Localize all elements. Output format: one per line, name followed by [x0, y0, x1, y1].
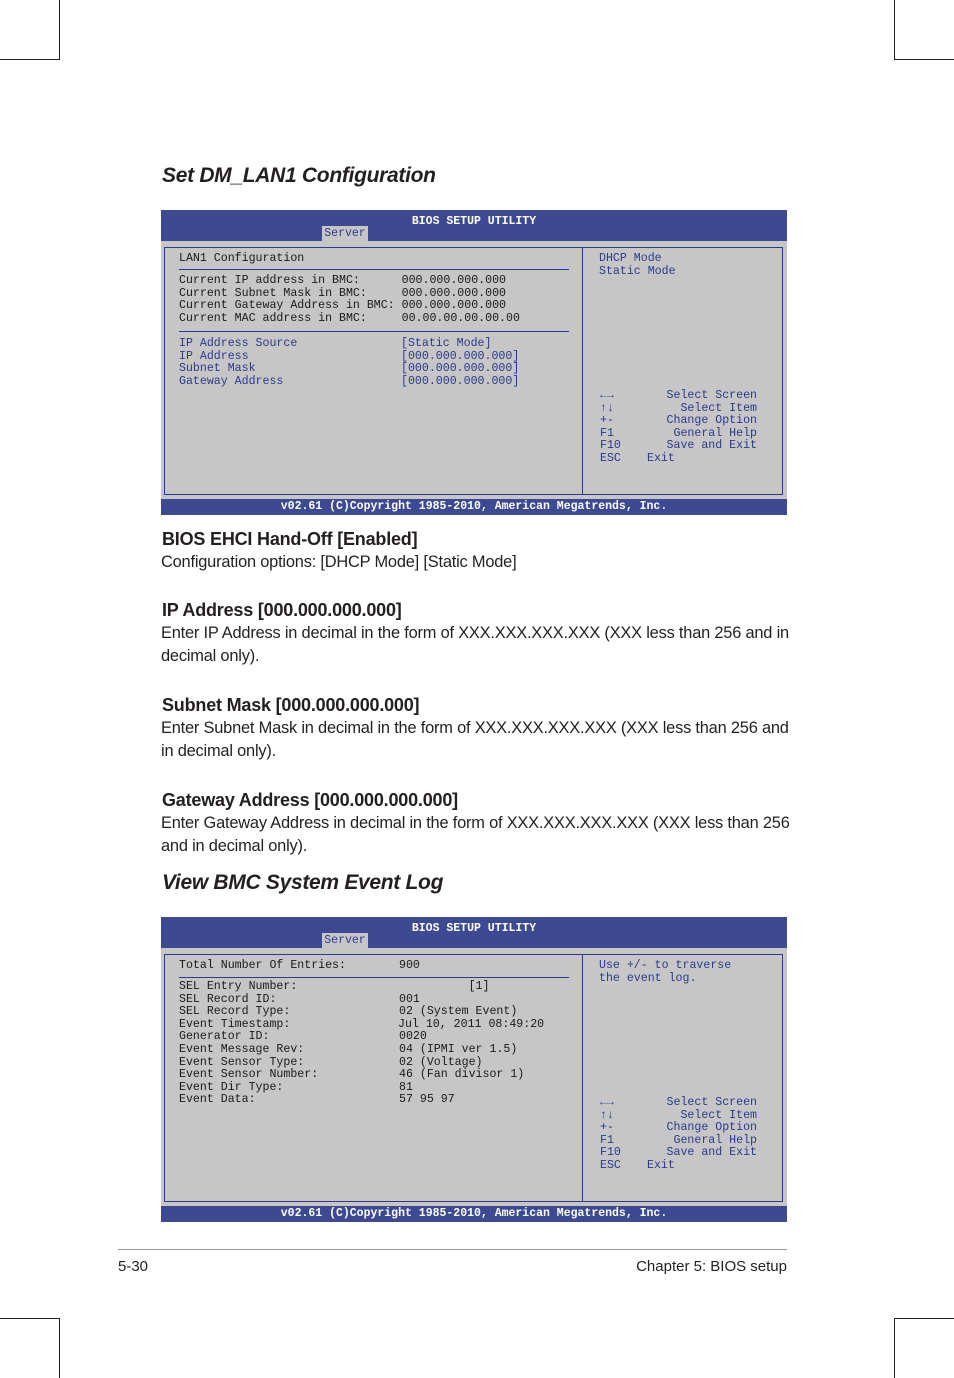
crop-mark — [0, 59, 60, 60]
key-label: +- — [600, 1121, 614, 1135]
current-subnet-row: Current Subnet Mask in BMC: 000.000.000.000 — [179, 286, 506, 300]
gateway-description: Enter Gateway Address in decimal in the form of XXX.XXX.XXX.XXX (XXX less than 256 and in decimal only). — [161, 814, 790, 855]
key-label: ↑↓ — [600, 401, 614, 415]
setting-gateway-value[interactable]: [000.000.000.000] — [401, 374, 520, 388]
key-desc: Select Item — [680, 401, 757, 415]
nav-key-row — [600, 1160, 757, 1173]
bios-title: BIOS SETUP UTILITY — [411, 922, 537, 935]
panel-divider — [582, 248, 583, 494]
sel-field-label: Event Message Rev: — [179, 1043, 305, 1056]
sel-field-label: Event Data: — [179, 1093, 256, 1107]
key-desc: Select Item — [680, 1108, 757, 1122]
help-line: Use +/- to traverse — [599, 959, 732, 972]
current-mac-row: Current MAC address in BMC: 00.00.00.00.00.00 — [179, 311, 520, 325]
key-label: ↑↓ — [600, 1108, 614, 1122]
sel-field-value: 02 (System Event) — [399, 1005, 518, 1019]
tab-server[interactable]: Server — [322, 933, 368, 948]
setting-ip-address-label[interactable]: IP Address — [179, 349, 249, 363]
key-desc: Exit — [647, 451, 675, 465]
bios-copyright: v02.61 (C)Copyright 1985-2010, American Megatrends, Inc. — [161, 499, 787, 515]
lan-config-heading: Set DM_LAN1 Configuration — [162, 164, 436, 187]
crop-mark — [894, 1318, 954, 1319]
help-line: DHCP Mode — [599, 252, 662, 265]
sel-field-label: SEL Entry Number: — [179, 980, 298, 993]
ip-address-heading: IP Address [000.000.000.000] — [162, 600, 402, 620]
sel-field-value: Jul 10, 2011 08:49:20 — [398, 1017, 545, 1031]
setting-subnet-value[interactable]: [000.000.000.000] — [401, 362, 520, 376]
total-entries-value: 900 — [399, 959, 420, 972]
key-label: F1 — [600, 426, 614, 440]
sel-field-label: Event Sensor Type: — [179, 1055, 305, 1069]
setting-gateway-label[interactable]: Gateway Address — [179, 374, 284, 388]
subnet-mask-heading: Subnet Mask [000.000.000.000] — [162, 695, 420, 715]
rule — [179, 977, 569, 978]
rule — [179, 269, 569, 270]
nav-key-row — [600, 453, 757, 466]
key-label: ←→ — [600, 389, 614, 402]
key-label: F10 — [600, 1146, 621, 1160]
chapter-label: Chapter 5: BIOS setup — [636, 1258, 787, 1275]
key-desc: Change Option — [666, 1121, 757, 1135]
sel-field-value: 0020 — [399, 1030, 427, 1044]
tab-server[interactable]: Server — [322, 226, 368, 241]
sel-field-label: SEL Record Type: — [179, 1005, 291, 1019]
nav-key-row — [600, 390, 757, 403]
key-desc: General Help — [673, 1133, 757, 1147]
key-label: ←→ — [600, 1096, 614, 1109]
total-entries-label: Total Number Of Entries: — [179, 959, 346, 972]
help-line: Static Mode — [599, 264, 676, 278]
key-label: ESC — [600, 451, 621, 465]
nav-key-legend — [600, 1097, 757, 1173]
key-label: +- — [600, 414, 614, 428]
key-desc: Exit — [647, 1158, 675, 1172]
footer-rule — [118, 1249, 787, 1250]
current-ip-row: Current IP address in BMC: 000.000.000.000 — [179, 274, 506, 287]
crop-mark — [59, 0, 60, 59]
key-desc: Save and Exit — [666, 439, 757, 453]
lan-config-title: LAN1 Configuration — [179, 252, 305, 265]
sel-field-value: 02 (Voltage) — [399, 1055, 483, 1069]
gateway-heading: Gateway Address [000.000.000.000] — [162, 790, 458, 810]
key-label: F10 — [600, 439, 621, 453]
ehci-description: Configuration options: [DHCP Mode] [Static Mode] — [161, 553, 517, 571]
current-gateway-row: Current Gateway Address in BMC: 000.000.000.000 — [179, 299, 506, 313]
event-log-heading: View BMC System Event Log — [162, 871, 444, 894]
nav-key-row — [600, 440, 757, 453]
crop-mark — [894, 1318, 895, 1378]
crop-mark — [894, 59, 954, 60]
bios-screen-event-log — [161, 917, 787, 1222]
key-desc: General Help — [673, 426, 757, 440]
crop-mark — [0, 1318, 60, 1319]
nav-key-row — [600, 1147, 757, 1160]
key-desc: Select Screen — [666, 389, 757, 402]
panel-divider — [582, 955, 583, 1201]
sel-field-value: 81 — [399, 1080, 413, 1094]
page-number: 5-30 — [118, 1258, 149, 1275]
sel-field-value: 04 (IPMI ver 1.5) — [399, 1043, 518, 1056]
help-line: the event log. — [599, 971, 697, 985]
key-desc: Select Screen — [666, 1096, 757, 1109]
bios-title: BIOS SETUP UTILITY — [411, 215, 537, 228]
ip-address-description: Enter IP Address in decimal in the form of XXX.XXX.XXX.XXX (XXX less than 256 and in decimal only). — [161, 624, 789, 665]
sel-field-label: SEL Record ID: — [179, 992, 277, 1006]
subnet-mask-description: Enter Subnet Mask in decimal in the form of XXX.XXX.XXX.XXX (XXX less than 256 and in decimal only). — [161, 719, 789, 760]
sel-field-label: Generator ID: — [179, 1030, 270, 1044]
sel-field-value: 57 95 97 — [399, 1093, 455, 1107]
setting-ip-source-value[interactable]: [Static Mode] — [401, 337, 492, 350]
sel-field-label: Event Timestamp: — [179, 1017, 291, 1031]
rule — [179, 331, 569, 332]
setting-ip-source-label[interactable]: IP Address Source — [179, 337, 298, 350]
ehci-heading: BIOS EHCI Hand-Off [Enabled] — [162, 529, 418, 549]
key-desc: Save and Exit — [666, 1146, 757, 1160]
sel-field-label: Event Sensor Number: — [179, 1068, 319, 1082]
setting-subnet-label[interactable]: Subnet Mask — [179, 362, 256, 376]
nav-key-row — [600, 415, 757, 428]
sel-field-label: Event Dir Type: — [179, 1080, 284, 1094]
bios-copyright: v02.61 (C)Copyright 1985-2010, American Megatrends, Inc. — [161, 1206, 787, 1222]
key-label: F1 — [600, 1133, 614, 1147]
nav-key-legend — [600, 390, 757, 466]
nav-key-row — [600, 1097, 757, 1110]
bios-screen-lan — [161, 210, 787, 515]
crop-mark — [59, 1318, 60, 1378]
nav-key-row — [600, 1122, 757, 1135]
sel-entry-number-value[interactable]: [1] — [399, 980, 490, 993]
sel-field-value: 46 (Fan divisor 1) — [399, 1068, 525, 1082]
crop-mark — [894, 0, 895, 59]
setting-ip-address-value[interactable]: [000.000.000.000] — [401, 349, 520, 363]
key-desc: Change Option — [666, 414, 757, 428]
sel-field-value: 001 — [399, 992, 420, 1006]
key-label: ESC — [600, 1158, 621, 1172]
